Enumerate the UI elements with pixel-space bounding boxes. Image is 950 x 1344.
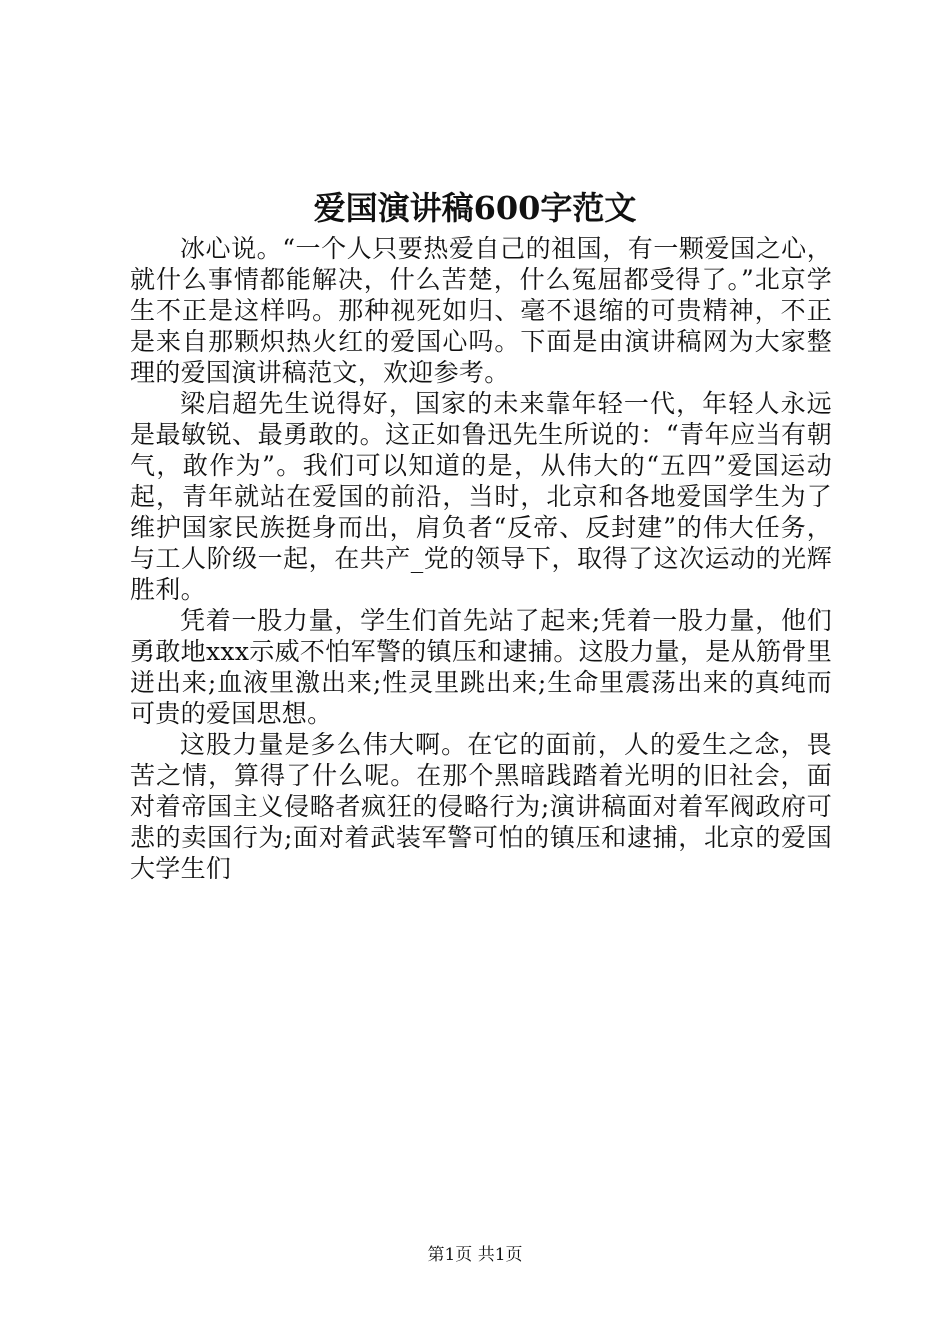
page-footer: 第1页 共1页	[427, 1245, 523, 1265]
document-body	[130, 233, 832, 884]
paragraph-4: 这股力量是多么伟大啊。在它的面前，人的爱生之念，畏苦之情，算得了什么呢。在那个黑暗践踏着光明的旧社会，面对着帝国主义侵略者疯狂的侵略行为;演讲稿面对着军阀政府可悲的卖国行为;面对着武装军警可怕的镇压和逮捕，北京的爱国大学生们	[130, 730, 832, 883]
paragraph-1: 冰心说。“一个人只要热爱自己的祖国，有一颗爱国之心，就什么事情都能解决，什么苦楚，什么冤屈都受得了。”北京学生不正是这样吗。那种视死如归、毫不退缩的可贵精神，不正是来自那颗炽热火红的爱国心吗。下面是由演讲稿网为大家整理的爱国演讲稿范文，欢迎参考。	[130, 234, 832, 387]
document-title: 爱国演讲稿600字范文	[313, 189, 637, 227]
paragraph-2: 梁启超先生说得好，国家的未来靠年轻一代，年轻人永远是最敏锐、最勇敢的。这正如鲁迅先生所说的：“青年应当有朝气，敢作为”。我们可以知道的是，从伟大的“五四”爱国运动起，青年就站在爱国的前沿，当时，北京和各地爱国学生为了维护国家民族挺身而出，肩负者“反帝、反封建”的伟大任务，与工人阶级一起，在共产_党的领导下，取得了这次运动的光辉胜利。	[130, 389, 832, 604]
paragraph-3: 凭着一股力量，学生们首先站了起来;凭着一股力量，他们勇敢地xxx示威不怕军警的镇压和逮捕。这股力量，是从筋骨里迸出来;血液里激出来;性灵里跳出来;生命里震荡出来的真纯而可贵的爱国思想。	[130, 606, 832, 728]
